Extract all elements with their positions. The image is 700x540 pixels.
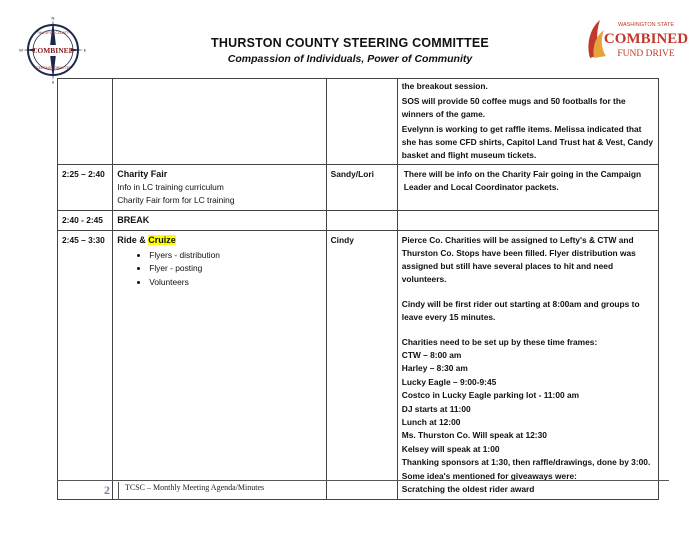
note-text: Cindy will be first rider out starting at 8:00am and groups to leave every 15 minutes. — [401, 298, 640, 322]
notes-cell — [397, 79, 658, 165]
topic-detail: Charity Fair form for LC training — [117, 195, 235, 206]
note-text: Lunch at 12:00 — [401, 416, 461, 427]
note-text: CTW – 8:00 am — [401, 349, 462, 360]
page-number: 2 — [104, 483, 110, 497]
note-text: Kelsey will speak at 1:00 — [401, 443, 500, 454]
footer-vertical-divider — [118, 482, 119, 500]
list-item: • Flyer - posting — [149, 262, 321, 275]
logo-right-line2: COMBINED — [603, 31, 688, 47]
page-subtitle: Compassion of Individuals, Power of Community — [227, 53, 473, 65]
highlighted-text: Cruize — [148, 235, 176, 246]
logo-left-text: COMBINED — [31, 46, 75, 55]
notes-cell — [397, 231, 658, 500]
note-text: Ms. Thurston Co. Will speak at 12:30 — [401, 430, 547, 441]
compass-n: N — [51, 16, 55, 21]
owner-cell: Cindy — [326, 231, 397, 500]
topic-cell — [113, 231, 326, 500]
note-text: SOS will provide 50 coffee mugs and 50 footballs for the winners of the game. — [401, 95, 626, 119]
note-text: Some idea's mentioned for giveaways were: — [401, 470, 577, 481]
note-text: DJ starts at 11:00 — [401, 403, 471, 414]
note-text: Harley – 8:30 am — [401, 363, 468, 374]
logo-ring-top: THURSTON COUNTY — [37, 31, 69, 35]
logo-right-line1: WASHINGTON STATE — [617, 22, 675, 28]
table-row — [58, 211, 659, 231]
compass-s: S — [51, 79, 55, 84]
topic-detail: Info in LC training curriculum — [117, 182, 224, 193]
topic-cell: BREAK — [113, 211, 326, 231]
compass-e: E — [83, 47, 87, 53]
list-item: • Flyers - distribution — [149, 249, 321, 262]
table-row — [58, 231, 659, 500]
page-title: THURSTON COUNTY STEERING COMMITTEE — [211, 36, 489, 50]
notes-cell — [397, 165, 658, 211]
steering-committee-logo — [19, 16, 87, 84]
compass-w: W — [19, 47, 23, 53]
owner-cell — [326, 211, 397, 231]
time-cell: 2:40 - 2:45 — [58, 211, 113, 231]
owner-cell: Sandy/Lori — [326, 165, 397, 211]
topic-title — [117, 234, 321, 247]
combined-fund-drive-logo — [582, 14, 688, 64]
topic-title: Charity Fair — [117, 169, 168, 180]
note-text: Costco in Lucky Eagle parking lot - 11:00 am — [401, 390, 580, 401]
note-text: Charities need to be set up by these time frames: — [401, 336, 598, 347]
note-text: Scratching the oldest rider award — [401, 483, 535, 494]
note-text: Evelynn is working to get raffle items. Melissa indicated that she has some CFD shirts, Capitol Land Trust hat & Vest, Candy basket and flight museum tickets. — [401, 123, 654, 160]
note-text: Thanking sponsors at 1:30, then raffle/drawings, done by 3:00. — [401, 457, 651, 468]
topic-cell — [113, 79, 326, 165]
logo-right-line3: FUND DRIVE — [617, 49, 675, 59]
footer-divider — [57, 480, 669, 481]
footer-text: TCSC – Monthly Meeting Agenda/Minutes — [125, 483, 265, 492]
table-row — [58, 165, 659, 211]
time-cell — [58, 79, 113, 165]
list-item: • Volunteers — [149, 276, 321, 289]
bullet-list — [117, 249, 321, 289]
logo-ring-bottom: STEERING COMMITTEE — [34, 66, 72, 70]
time-cell: 2:25 – 2:40 — [58, 165, 113, 211]
table-row — [58, 79, 659, 165]
note-text: the breakout session. — [401, 81, 488, 91]
topic-title-part: Ride & — [117, 235, 146, 246]
time-cell: 2:45 – 3:30 — [58, 231, 113, 500]
topic-cell — [113, 165, 326, 211]
note-text: There will be info on the Charity Fair going in the Campaign Leader and Local Coordinator packets. — [403, 169, 642, 193]
agenda-table — [57, 78, 659, 500]
notes-cell — [397, 211, 658, 231]
owner-cell — [326, 79, 397, 165]
note-text: Lucky Eagle – 9:00-9:45 — [401, 376, 497, 387]
note-text: Pierce Co. Charities will be assigned to Lefty's & CTW and Thurston Co. Stops have been filled. Flyer distribution was assigned but still have several places to hit and need volunteers. — [401, 235, 636, 284]
